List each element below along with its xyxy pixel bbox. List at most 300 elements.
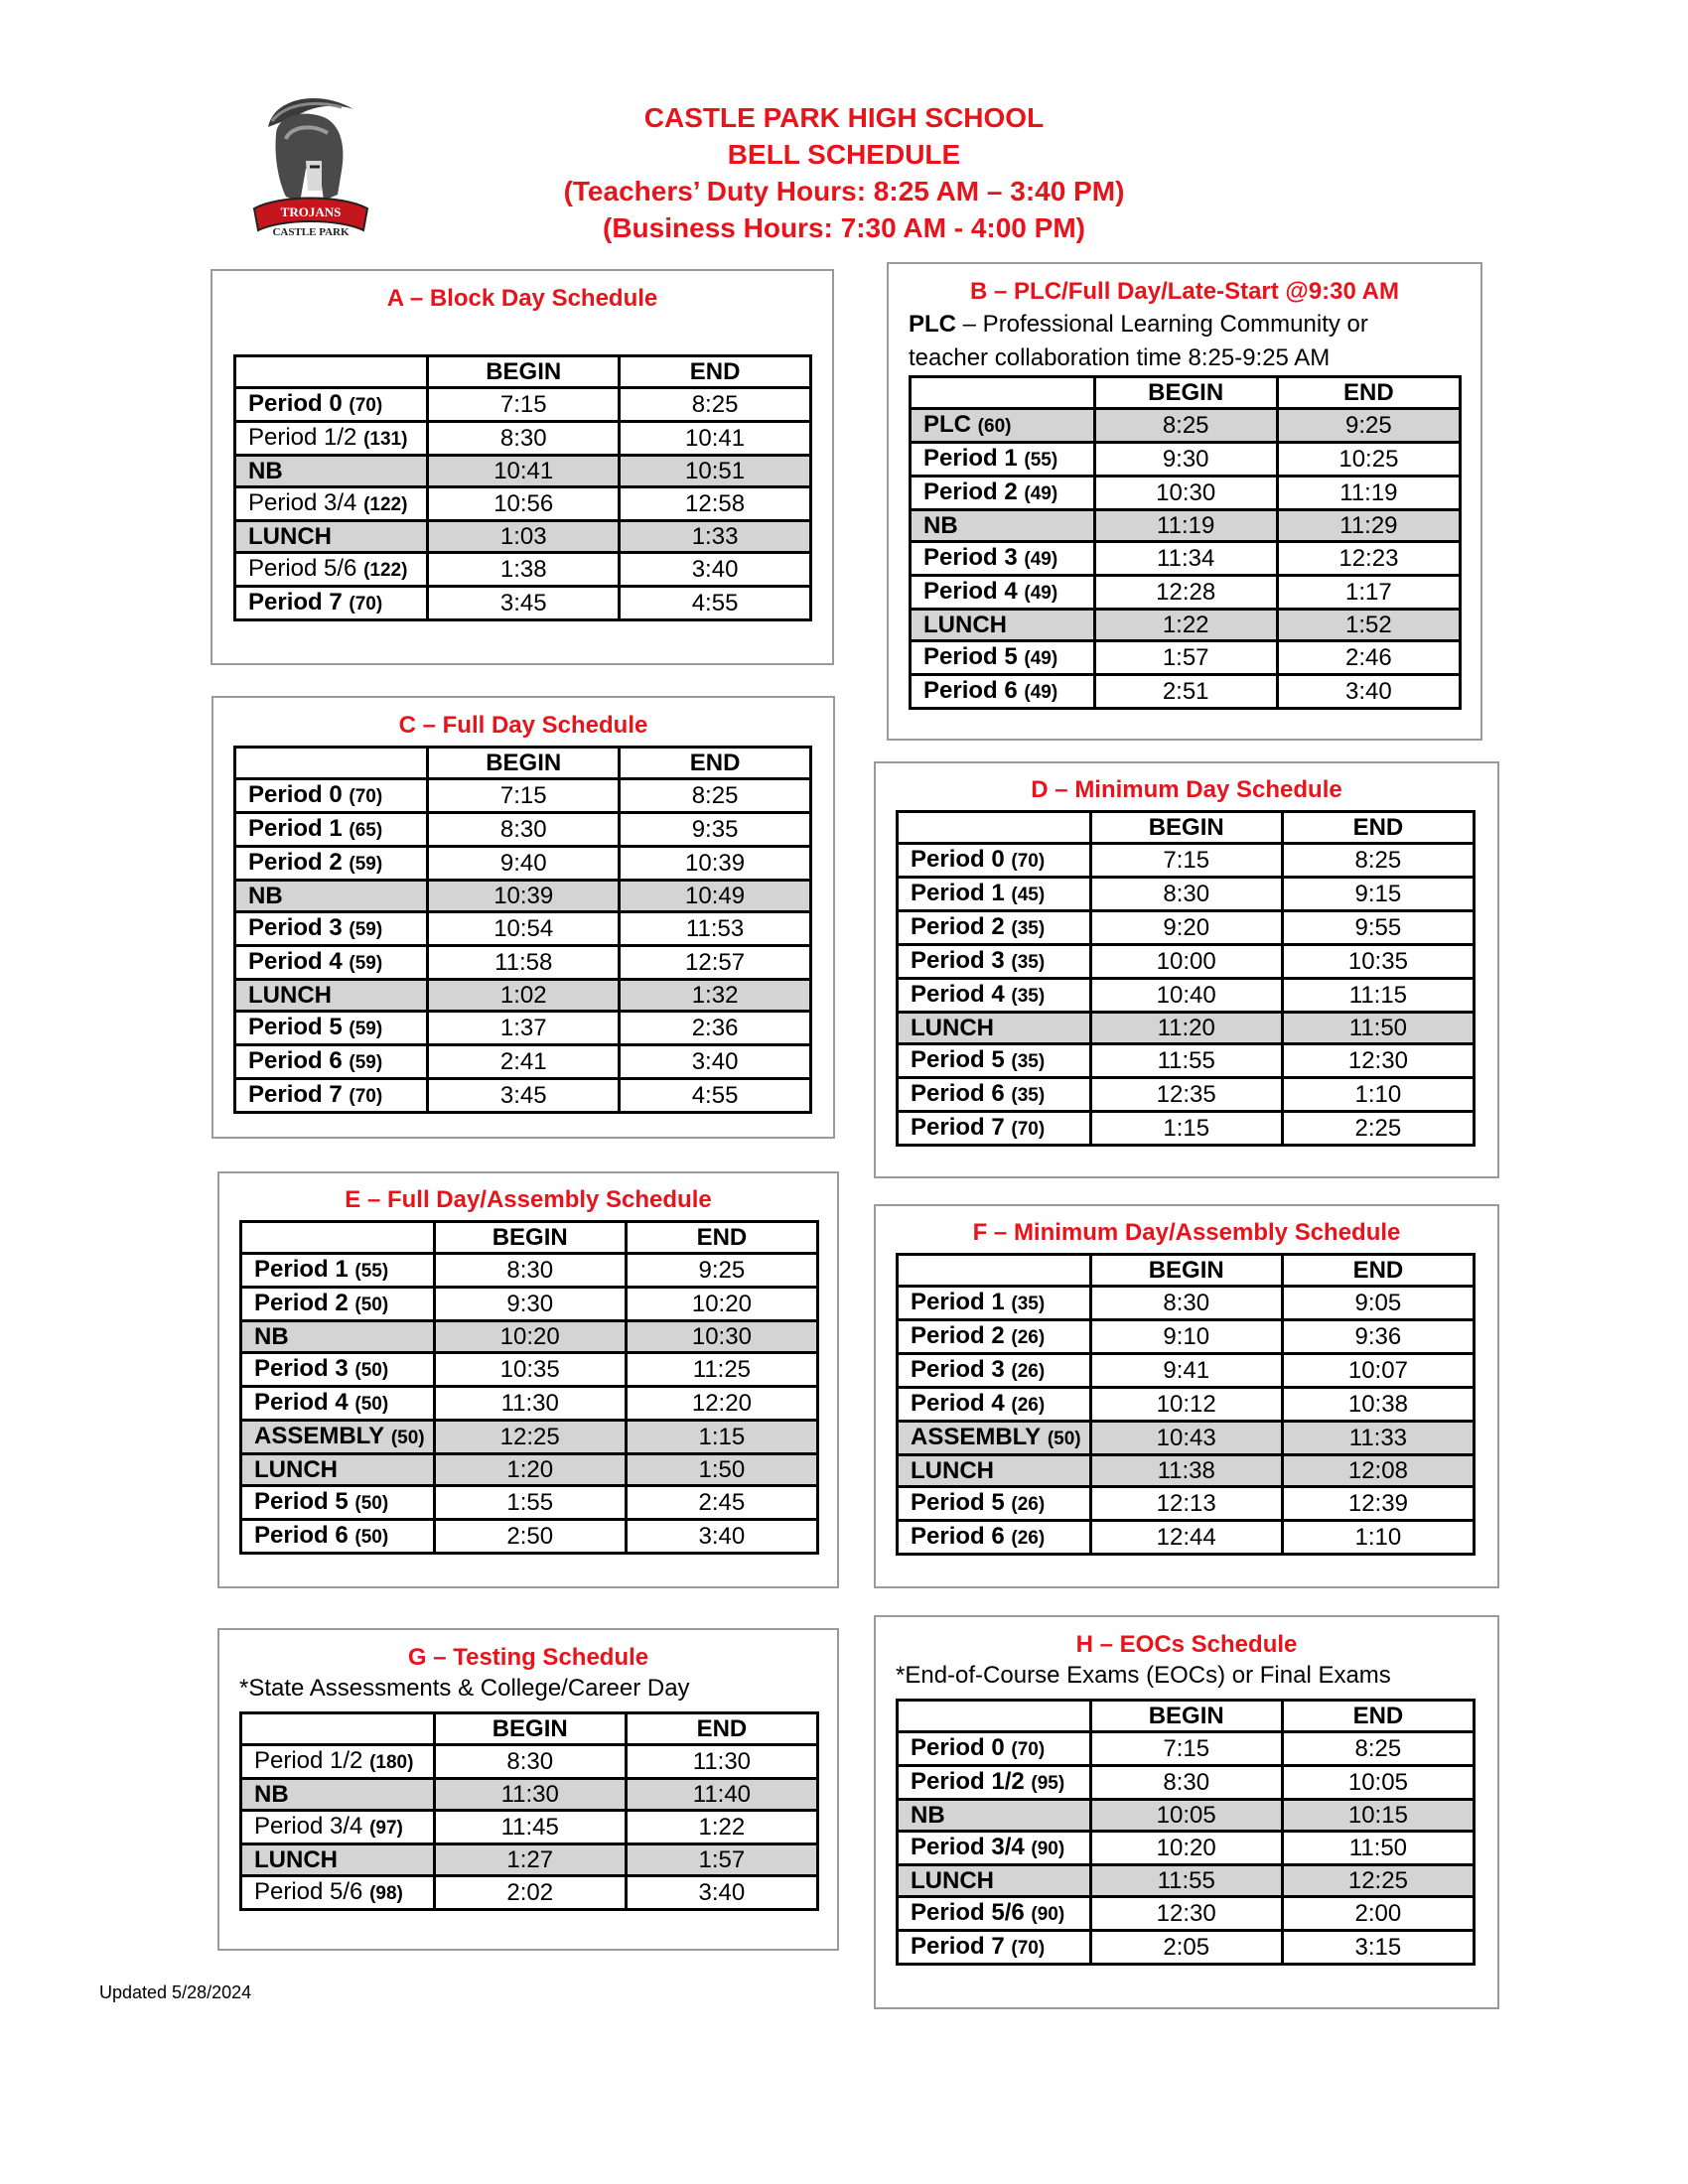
schedule-h-box xyxy=(874,1615,1499,2009)
schedule-d-title: D – Minimum Day Schedule xyxy=(1031,776,1342,803)
period-minutes: (49) xyxy=(1024,648,1058,669)
period-minutes: (131) xyxy=(363,429,408,450)
schedule-a-box xyxy=(211,269,834,665)
period-minutes: (70) xyxy=(349,1086,383,1107)
period-name: LUNCH xyxy=(911,1867,994,1894)
period-name: Period 0 xyxy=(911,1734,1005,1761)
begin-header: BEGIN xyxy=(428,748,620,779)
period-label xyxy=(898,945,1091,979)
period-name: Period 5 xyxy=(248,1014,343,1040)
period-name: ASSEMBLY xyxy=(254,1423,385,1449)
period-name: Period 0 xyxy=(911,846,1005,873)
table-row xyxy=(898,979,1475,1013)
table-row xyxy=(898,878,1475,911)
table-row xyxy=(898,1044,1475,1078)
begin-header: BEGIN xyxy=(1090,1255,1282,1287)
begin-time: 9:10 xyxy=(1090,1320,1282,1354)
table-row xyxy=(898,1800,1475,1832)
period-name: Period 1 xyxy=(254,1256,349,1283)
period-label xyxy=(898,1800,1091,1832)
end-time: 1:17 xyxy=(1277,576,1460,610)
period-minutes: (50) xyxy=(1047,1429,1081,1449)
period-name: Period 5 xyxy=(254,1488,349,1515)
begin-time: 11:55 xyxy=(1090,1865,1282,1897)
period-label xyxy=(235,847,428,881)
school-name: CASTLE PARK HIGH SCHOOL xyxy=(643,102,1045,133)
period-label xyxy=(235,813,428,847)
table-header-row xyxy=(241,1222,818,1254)
end-time: 8:25 xyxy=(1282,1732,1474,1766)
period-minutes: (59) xyxy=(349,953,383,974)
begin-time: 8:30 xyxy=(1090,1287,1282,1320)
begin-time: 1:55 xyxy=(434,1486,626,1520)
begin-time: 1:22 xyxy=(1094,610,1277,641)
table-row xyxy=(235,388,811,422)
table-row xyxy=(911,576,1461,610)
table-row xyxy=(241,1876,818,1910)
end-time: 3:40 xyxy=(1277,675,1460,709)
schedule-g-table xyxy=(239,1711,819,1911)
period-label xyxy=(235,553,428,587)
period-label xyxy=(911,576,1095,610)
end-time: 2:45 xyxy=(626,1486,817,1520)
period-minutes: (35) xyxy=(1011,986,1046,1007)
period-label xyxy=(898,1320,1091,1354)
period-label xyxy=(241,1321,435,1353)
period-label xyxy=(241,1876,435,1910)
period-name: Period 3/4 xyxy=(248,489,357,516)
table-row xyxy=(241,1520,818,1554)
end-time: 1:15 xyxy=(626,1421,817,1454)
header-blank xyxy=(898,1701,1091,1732)
period-label xyxy=(898,1013,1091,1044)
period-label xyxy=(911,510,1095,542)
period-label xyxy=(241,1288,435,1321)
period-label xyxy=(241,1454,435,1486)
schedule-b-title: B – PLC/Full Day/Late-Start @9:30 AM xyxy=(970,278,1399,305)
begin-time: 7:15 xyxy=(428,779,620,813)
period-name: Period 1 xyxy=(911,880,1005,906)
period-minutes: (97) xyxy=(369,1818,403,1839)
end-time: 3:15 xyxy=(1282,1931,1474,1965)
end-time: 1:10 xyxy=(1282,1078,1474,1112)
begin-time: 1:37 xyxy=(428,1012,620,1045)
period-minutes: (49) xyxy=(1024,682,1058,703)
end-time: 12:58 xyxy=(620,487,811,521)
begin-time: 8:30 xyxy=(1090,1766,1282,1800)
period-name: Period 1 xyxy=(248,815,343,842)
table-row xyxy=(911,443,1461,477)
begin-time: 10:40 xyxy=(1090,979,1282,1013)
period-name: Period 4 xyxy=(254,1389,349,1416)
schedule-e-table xyxy=(239,1220,819,1555)
table-row xyxy=(235,1045,811,1079)
end-time: 8:25 xyxy=(1282,844,1474,878)
period-label xyxy=(911,641,1095,675)
table-row xyxy=(911,641,1461,675)
begin-time: 9:30 xyxy=(1094,443,1277,477)
begin-time: 12:30 xyxy=(1090,1897,1282,1931)
schedule-h-note: *End-of-Course Exams (EOCs) or Final Exams xyxy=(896,1662,1391,1689)
table-row xyxy=(898,1013,1475,1044)
end-time: 11:50 xyxy=(1282,1013,1474,1044)
end-time: 11:30 xyxy=(626,1745,817,1779)
business-hours: (Business Hours: 7:30 AM - 4:00 PM) xyxy=(603,212,1085,243)
end-time: 9:05 xyxy=(1282,1287,1474,1320)
begin-time: 10:30 xyxy=(1094,477,1277,510)
end-time: 10:35 xyxy=(1282,945,1474,979)
table-row xyxy=(241,1745,818,1779)
period-minutes: (26) xyxy=(1011,1361,1046,1382)
schedule-f-title: F – Minimum Day/Assembly Schedule xyxy=(972,1219,1401,1246)
end-time: 1:52 xyxy=(1277,610,1460,641)
end-time: 9:25 xyxy=(1277,409,1460,443)
table-row xyxy=(235,813,811,847)
period-name: Period 4 xyxy=(923,578,1018,605)
schedule-c-title: C – Full Day Schedule xyxy=(398,712,648,739)
end-time: 3:40 xyxy=(620,553,811,587)
period-label xyxy=(898,1455,1091,1487)
period-name: Period 5 xyxy=(923,643,1018,670)
schedule-h-table xyxy=(896,1699,1476,1966)
header-blank xyxy=(241,1713,435,1745)
period-name: LUNCH xyxy=(248,982,332,1009)
begin-time: 2:05 xyxy=(1090,1931,1282,1965)
period-name: ASSEMBLY xyxy=(911,1424,1042,1450)
begin-time: 11:30 xyxy=(434,1779,626,1811)
period-name: LUNCH xyxy=(254,1846,338,1873)
end-time: 11:33 xyxy=(1282,1422,1474,1455)
begin-time: 12:28 xyxy=(1094,576,1277,610)
table-row xyxy=(241,1353,818,1387)
schedule-c-box xyxy=(211,696,835,1139)
page-header xyxy=(0,99,1688,246)
begin-time: 11:34 xyxy=(1094,542,1277,576)
begin-time: 12:44 xyxy=(1090,1521,1282,1555)
table-row xyxy=(241,1421,818,1454)
end-time: 10:25 xyxy=(1277,443,1460,477)
schedule-a-title: A – Block Day Schedule xyxy=(386,285,658,312)
period-label xyxy=(898,1044,1091,1078)
schedule-b-note xyxy=(889,308,1480,375)
period-name: Period 7 xyxy=(248,1081,343,1108)
table-row xyxy=(235,912,811,946)
period-name: NB xyxy=(911,1802,945,1829)
updated-date: Updated 5/28/2024 xyxy=(99,1982,252,2002)
begin-time: 1:38 xyxy=(428,553,620,587)
period-minutes: (55) xyxy=(354,1261,389,1282)
end-header: END xyxy=(626,1713,817,1745)
period-label xyxy=(898,1287,1091,1320)
table-header-row xyxy=(911,377,1461,409)
schedule-g-box xyxy=(217,1628,839,1951)
period-minutes: (35) xyxy=(1011,952,1046,973)
period-label xyxy=(898,1521,1091,1555)
period-name: Period 3 xyxy=(248,914,343,941)
begin-time: 10:05 xyxy=(1090,1800,1282,1832)
table-row xyxy=(241,1844,818,1876)
end-time: 10:05 xyxy=(1282,1766,1474,1800)
table-row xyxy=(898,1897,1475,1931)
period-name: NB xyxy=(248,883,283,909)
period-label xyxy=(235,946,428,980)
plc-definition: – Professional Learning Community or xyxy=(956,311,1368,338)
header-blank xyxy=(898,1255,1091,1287)
end-time: 12:20 xyxy=(626,1387,817,1421)
table-row xyxy=(241,1387,818,1421)
period-name: Period 3 xyxy=(254,1355,349,1382)
period-minutes: (50) xyxy=(354,1360,389,1381)
end-time: 8:25 xyxy=(620,779,811,813)
begin-time: 11:19 xyxy=(1094,510,1277,542)
table-header-row xyxy=(235,356,811,388)
end-time: 11:50 xyxy=(1282,1832,1474,1865)
schedule-h-title: H – EOCs Schedule xyxy=(1075,1631,1298,1658)
table-row xyxy=(911,477,1461,510)
table-row xyxy=(235,422,811,456)
schedule-g-title: G – Testing Schedule xyxy=(407,1644,649,1671)
period-name: Period 6 xyxy=(911,1523,1005,1550)
end-header: END xyxy=(1277,377,1460,409)
begin-time: 11:45 xyxy=(434,1811,626,1844)
begin-time: 8:30 xyxy=(434,1254,626,1288)
table-row xyxy=(911,610,1461,641)
table-header-row xyxy=(898,1255,1475,1287)
table-header-row xyxy=(898,1701,1475,1732)
end-time: 11:53 xyxy=(620,912,811,946)
period-name: Period 4 xyxy=(911,981,1005,1008)
begin-time: 9:40 xyxy=(428,847,620,881)
end-time: 12:39 xyxy=(1282,1487,1474,1521)
period-label xyxy=(911,675,1095,709)
period-label xyxy=(235,587,428,620)
period-name: Period 2 xyxy=(254,1290,349,1316)
table-row xyxy=(235,1012,811,1045)
begin-time: 8:25 xyxy=(1094,409,1277,443)
period-name: LUNCH xyxy=(254,1456,338,1483)
end-time: 3:40 xyxy=(620,1045,811,1079)
period-minutes: (70) xyxy=(349,594,383,614)
period-minutes: (70) xyxy=(349,786,383,807)
period-minutes: (70) xyxy=(349,395,383,416)
period-label xyxy=(235,912,428,946)
end-time: 12:23 xyxy=(1277,542,1460,576)
period-name: Period 1/2 xyxy=(254,1747,363,1774)
period-minutes: (59) xyxy=(349,1019,383,1039)
period-name: NB xyxy=(248,458,283,484)
begin-time: 10:20 xyxy=(434,1321,626,1353)
end-time: 8:25 xyxy=(620,388,811,422)
end-time: 10:39 xyxy=(620,847,811,881)
begin-time: 12:13 xyxy=(1090,1487,1282,1521)
period-minutes: (59) xyxy=(349,1052,383,1073)
begin-time: 8:30 xyxy=(428,813,620,847)
period-minutes: (60) xyxy=(977,416,1012,437)
table-row xyxy=(241,1454,818,1486)
period-label xyxy=(911,477,1095,510)
period-name: LUNCH xyxy=(911,1457,994,1484)
period-name: Period 7 xyxy=(911,1114,1005,1141)
period-label xyxy=(898,979,1091,1013)
end-time: 11:29 xyxy=(1277,510,1460,542)
table-row xyxy=(911,510,1461,542)
period-label xyxy=(241,1387,435,1421)
period-label xyxy=(898,1931,1091,1965)
table-row xyxy=(898,1487,1475,1521)
period-minutes: (49) xyxy=(1024,483,1058,504)
table-row xyxy=(898,1931,1475,1965)
period-name: NB xyxy=(254,1323,289,1350)
period-minutes: (90) xyxy=(1031,1839,1065,1859)
period-label xyxy=(241,1353,435,1387)
table-header-row xyxy=(898,812,1475,844)
period-minutes: (90) xyxy=(1031,1904,1065,1925)
period-name: Period 3 xyxy=(911,947,1005,974)
begin-time: 10:39 xyxy=(428,881,620,912)
begin-header: BEGIN xyxy=(1094,377,1277,409)
period-minutes: (95) xyxy=(1031,1773,1065,1794)
table-row xyxy=(898,844,1475,878)
period-name: Period 1 xyxy=(923,445,1018,472)
table-header-row xyxy=(235,748,811,779)
end-time: 10:38 xyxy=(1282,1388,1474,1422)
begin-time: 10:35 xyxy=(434,1353,626,1387)
period-label xyxy=(898,1832,1091,1865)
schedule-d-table xyxy=(896,810,1476,1147)
table-row xyxy=(898,1287,1475,1320)
begin-time: 10:56 xyxy=(428,487,620,521)
schedule-a-table xyxy=(233,354,812,621)
schedule-f-table xyxy=(896,1253,1476,1556)
end-time: 10:41 xyxy=(620,422,811,456)
table-row xyxy=(898,1865,1475,1897)
table-row xyxy=(898,1455,1475,1487)
period-minutes: (50) xyxy=(354,1394,389,1415)
end-time: 10:51 xyxy=(620,456,811,487)
begin-time: 3:45 xyxy=(428,1079,620,1113)
begin-time: 12:25 xyxy=(434,1421,626,1454)
end-header: END xyxy=(620,356,811,388)
period-name: Period 6 xyxy=(911,1080,1005,1107)
begin-time: 11:30 xyxy=(434,1387,626,1421)
page-title: BELL SCHEDULE xyxy=(727,139,961,170)
table-row xyxy=(241,1779,818,1811)
period-minutes: (49) xyxy=(1024,583,1058,604)
period-minutes: (49) xyxy=(1024,549,1058,570)
period-label xyxy=(898,911,1091,945)
table-row xyxy=(235,779,811,813)
period-name: Period 1/2 xyxy=(911,1768,1025,1795)
table-row xyxy=(241,1321,818,1353)
period-label xyxy=(241,1745,435,1779)
table-header-row xyxy=(241,1713,818,1745)
period-label xyxy=(235,980,428,1012)
end-time: 1:10 xyxy=(1282,1521,1474,1555)
period-name: Period 0 xyxy=(248,390,343,417)
period-minutes: (35) xyxy=(1011,1051,1046,1072)
end-time: 9:55 xyxy=(1282,911,1474,945)
table-row xyxy=(911,409,1461,443)
begin-time: 1:57 xyxy=(1094,641,1277,675)
header-blank xyxy=(911,377,1095,409)
period-label xyxy=(235,487,428,521)
end-time: 1:33 xyxy=(620,521,811,553)
period-name: Period 3/4 xyxy=(911,1834,1025,1860)
end-time: 9:25 xyxy=(626,1254,817,1288)
begin-header: BEGIN xyxy=(434,1222,626,1254)
schedule-b-table xyxy=(909,375,1462,710)
period-label xyxy=(898,1388,1091,1422)
period-label xyxy=(235,456,428,487)
period-label xyxy=(241,1486,435,1520)
period-name: LUNCH xyxy=(911,1015,994,1041)
end-time: 12:30 xyxy=(1282,1044,1474,1078)
begin-time: 1:20 xyxy=(434,1454,626,1486)
begin-time: 11:38 xyxy=(1090,1455,1282,1487)
period-minutes: (180) xyxy=(369,1752,414,1773)
header-blank xyxy=(241,1222,435,1254)
end-time: 9:35 xyxy=(620,813,811,847)
end-time: 12:57 xyxy=(620,946,811,980)
table-row xyxy=(911,542,1461,576)
period-minutes: (70) xyxy=(1011,1119,1046,1140)
period-name: Period 3/4 xyxy=(254,1813,363,1840)
end-time: 11:25 xyxy=(626,1353,817,1387)
period-name: Period 4 xyxy=(911,1390,1005,1417)
end-time: 3:40 xyxy=(626,1876,817,1910)
period-label xyxy=(911,409,1095,443)
svg-text:CASTLE PARK: CASTLE PARK xyxy=(272,226,350,238)
table-row xyxy=(898,1078,1475,1112)
duty-hours: (Teachers’ Duty Hours: 8:25 AM – 3:40 PM) xyxy=(563,176,1125,206)
period-minutes: (50) xyxy=(354,1527,389,1548)
begin-time: 11:58 xyxy=(428,946,620,980)
period-name: Period 6 xyxy=(254,1522,349,1549)
begin-time: 10:12 xyxy=(1090,1388,1282,1422)
end-time: 12:25 xyxy=(1282,1865,1474,1897)
begin-time: 8:30 xyxy=(1090,878,1282,911)
end-time: 10:30 xyxy=(626,1321,817,1353)
svg-text:TROJANS: TROJANS xyxy=(280,205,342,219)
begin-time: 2:02 xyxy=(434,1876,626,1910)
period-minutes: (50) xyxy=(390,1428,425,1448)
period-label xyxy=(898,1112,1091,1146)
period-label xyxy=(235,422,428,456)
schedule-e-title: E – Full Day/Assembly Schedule xyxy=(345,1186,712,1213)
schedule-g-note: *State Assessments & College/Career Day xyxy=(239,1675,690,1702)
plc-term: PLC xyxy=(909,311,956,338)
begin-time: 10:54 xyxy=(428,912,620,946)
period-name: Period 1/2 xyxy=(248,424,357,451)
end-time: 11:15 xyxy=(1282,979,1474,1013)
schedule-f-box xyxy=(874,1204,1499,1588)
end-time: 9:15 xyxy=(1282,878,1474,911)
begin-time: 7:15 xyxy=(1090,1732,1282,1766)
begin-time: 9:41 xyxy=(1090,1354,1282,1388)
begin-time: 7:15 xyxy=(1090,844,1282,878)
table-row xyxy=(898,1521,1475,1555)
end-time: 9:36 xyxy=(1282,1320,1474,1354)
plc-time: teacher collaboration time 8:25-9:25 AM xyxy=(909,344,1331,371)
end-time: 11:19 xyxy=(1277,477,1460,510)
schedule-e-box xyxy=(217,1171,839,1588)
period-name: Period 3 xyxy=(911,1356,1005,1383)
table-row xyxy=(898,1766,1475,1800)
period-name: Period 7 xyxy=(248,589,343,615)
period-label xyxy=(235,1012,428,1045)
begin-time: 10:20 xyxy=(1090,1832,1282,1865)
period-minutes: (70) xyxy=(1011,851,1046,872)
